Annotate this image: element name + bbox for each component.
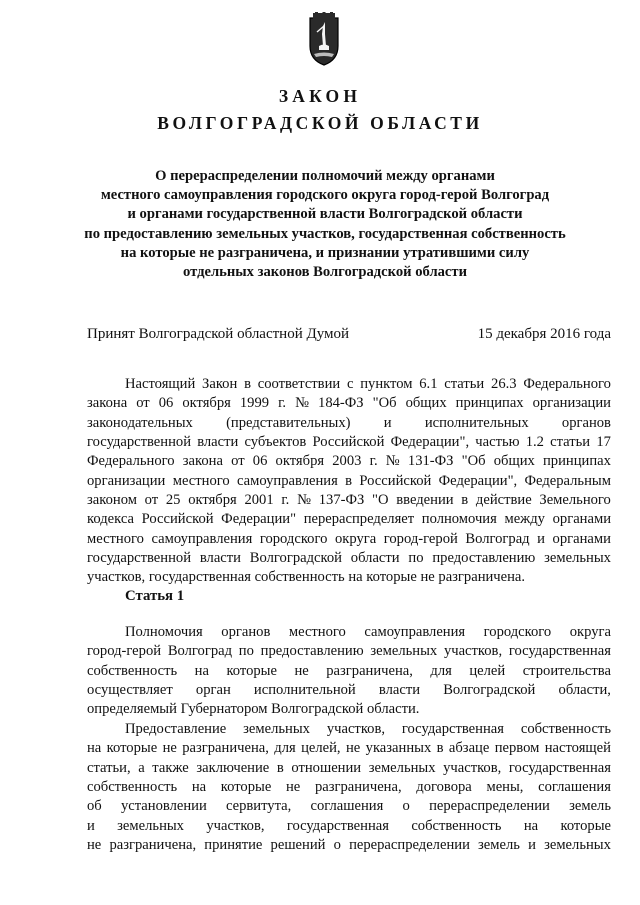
word: закона: [182, 453, 223, 470]
word: мены,: [486, 779, 524, 796]
word: Губернатором: [180, 701, 272, 718]
word: октября: [275, 453, 325, 470]
word: которые: [106, 740, 158, 757]
word: организации: [532, 395, 611, 412]
word: Волгоградской: [271, 701, 367, 718]
word: области,: [558, 682, 611, 699]
word: области.: [366, 701, 420, 718]
word: о: [333, 837, 341, 854]
word: округа: [334, 530, 377, 547]
word: Настоящий: [125, 376, 196, 392]
word: власти: [378, 682, 421, 699]
word: и: [528, 837, 536, 854]
word: собственность: [411, 817, 502, 834]
text-line: [87, 549, 611, 568]
subject-line: по предоставлению земельных участков, государственная собственность: [84, 225, 566, 242]
word: Российской: [141, 511, 214, 528]
word: закона: [87, 395, 128, 412]
word: самоуправления: [364, 624, 466, 640]
word: осуществляет: [87, 682, 173, 699]
text-line: [87, 700, 611, 719]
word: 2001: [244, 492, 274, 509]
word: Федеральным: [524, 472, 611, 489]
word: исполнительных: [424, 414, 529, 431]
word: Предоставление: [125, 721, 227, 737]
word: отношении: [291, 759, 362, 776]
word: Волгоград: [167, 643, 233, 660]
word: разграничена,: [182, 740, 269, 757]
word: "О: [372, 492, 389, 509]
word: Федерации": [221, 511, 297, 528]
word: октября: [182, 395, 231, 412]
word: которые: [220, 779, 272, 796]
word: по: [238, 643, 254, 660]
word: организации: [87, 472, 166, 489]
word: власти: [197, 434, 239, 451]
word: в: [436, 740, 444, 757]
text-line: [87, 510, 611, 529]
word: земель: [478, 837, 520, 854]
word: №: [385, 453, 400, 470]
word: целей,: [301, 740, 341, 757]
word: Полномочия: [125, 624, 203, 640]
word: которые: [366, 569, 421, 586]
word: земельных: [544, 837, 611, 854]
word: заключение: [196, 759, 270, 776]
text-line: [87, 836, 611, 855]
word: Волгоградской: [249, 550, 342, 567]
word: о: [402, 798, 410, 815]
word: от: [231, 453, 245, 470]
word: 137-ФЗ: [318, 492, 365, 509]
word: сервитута,: [225, 798, 292, 815]
word: октября: [188, 492, 237, 509]
word: целей: [469, 662, 506, 679]
word: органами: [552, 530, 611, 547]
word: соответствии: [257, 376, 341, 392]
word: 131-ФЗ: [407, 453, 454, 470]
word: и: [87, 817, 95, 834]
word: и: [537, 530, 545, 547]
word: собственность: [87, 662, 178, 679]
word: 1999: [239, 395, 270, 412]
word: настоящей: [544, 740, 611, 757]
region-title: ВОЛГОГРАДСКОЙ ОБЛАСТИ: [157, 113, 483, 133]
word: государственной: [87, 550, 192, 567]
word: Закон: [202, 376, 238, 392]
text-line: [87, 452, 611, 471]
word: установлении: [120, 798, 207, 815]
word: органов: [221, 624, 271, 640]
word: принятие: [204, 837, 263, 854]
article-1-heading: Статья 1: [125, 588, 185, 604]
word: с: [346, 376, 354, 392]
word: участков,: [326, 721, 385, 737]
word: на: [348, 569, 367, 586]
word: государственная: [508, 643, 611, 660]
word: 25: [165, 492, 181, 509]
adopted-by-text: Принят Волгоградской областной Думой: [87, 326, 350, 342]
word: округа: [569, 624, 611, 640]
word: на: [87, 740, 102, 757]
word: местного: [288, 624, 346, 640]
adoption-info: [87, 326, 611, 343]
word: в: [345, 472, 353, 489]
word: полномочия: [421, 511, 497, 528]
text-line: [87, 472, 611, 491]
word: г.: [278, 395, 287, 412]
word: участков,: [87, 569, 149, 586]
word: частью: [475, 434, 520, 451]
word: решений: [270, 837, 326, 854]
text-line: [87, 491, 611, 510]
word: действие: [475, 492, 532, 509]
word: 26.3: [491, 376, 517, 392]
subject-line: местного самоуправления городского округа город-герой Волгоград: [100, 187, 550, 204]
word: указанных: [365, 740, 432, 757]
text-line: [87, 568, 611, 587]
word: статьи,: [87, 759, 131, 776]
word: введении: [396, 492, 454, 509]
word: законом: [87, 492, 137, 509]
word: собственность: [87, 779, 178, 796]
word: 1.2: [525, 434, 544, 451]
word: субъектов: [244, 434, 307, 451]
word: предоставлению: [432, 550, 536, 567]
word: статьи: [444, 376, 485, 392]
word: а: [138, 759, 145, 776]
word: общих: [405, 395, 447, 412]
word: 2003: [332, 453, 362, 470]
word: Федерального: [523, 376, 611, 392]
word: в: [276, 759, 284, 776]
word: орган: [195, 682, 231, 699]
word: Российской: [312, 434, 385, 451]
word: Федерации",: [438, 472, 518, 489]
law-type-title: ЗАКОН: [278, 86, 362, 106]
word: местного: [172, 472, 230, 489]
word: не: [285, 779, 301, 796]
word: г.: [281, 492, 290, 509]
word: разграничена,: [314, 779, 402, 796]
word: перераспределении: [349, 837, 470, 854]
word: пунктом: [360, 376, 413, 392]
subject-line: и органами государственной власти Волгоградской области: [127, 206, 523, 223]
word: городского: [483, 624, 552, 640]
word: собственность: [520, 721, 611, 737]
subject-line: отдельных законов Волгоградской области: [183, 264, 467, 281]
word: земельных: [243, 721, 310, 737]
word: от: [136, 395, 150, 412]
word: участков,: [206, 817, 265, 834]
word: 184-ФЗ: [318, 395, 364, 412]
word: не: [345, 740, 361, 757]
law-subject-heading: [60, 167, 590, 282]
word: Российской: [359, 472, 432, 489]
text-line: [87, 681, 611, 700]
word: городского: [259, 530, 328, 547]
word: принципах: [455, 395, 524, 412]
word: г.: [369, 453, 378, 470]
word: для: [274, 740, 296, 757]
word: между: [504, 511, 545, 528]
word: на: [523, 817, 539, 834]
word: №: [295, 395, 310, 412]
article-1-paragraph-1: [87, 623, 611, 720]
word: земельных: [368, 759, 436, 776]
word: разграничена,: [326, 662, 413, 679]
word: №: [297, 492, 311, 509]
word: по: [408, 550, 424, 567]
word: самоуправления: [237, 472, 338, 489]
word: перераспределяет: [303, 511, 415, 528]
word: исполнительной: [253, 682, 356, 699]
word: не: [87, 837, 102, 854]
word: земельных: [544, 550, 611, 567]
word: собственность: [254, 569, 349, 586]
word: государственная: [508, 759, 611, 776]
word: земель: [569, 798, 611, 815]
word: которые: [560, 817, 611, 834]
word: разграничена,: [109, 837, 197, 854]
word: принципах: [543, 453, 611, 470]
word: местного: [87, 530, 144, 547]
word: государственной: [87, 434, 192, 451]
word: "Об: [372, 395, 397, 412]
word: в: [461, 492, 469, 509]
word: государственная: [401, 721, 504, 737]
word: земельных: [370, 643, 438, 660]
word: не: [162, 740, 177, 757]
word: "Об: [461, 453, 486, 470]
text-line: [87, 414, 611, 433]
word: государственная: [148, 569, 255, 586]
text-line: [87, 778, 611, 797]
word: земельных: [117, 817, 184, 834]
word: власти: [199, 550, 241, 567]
adoption-date: 15 декабря 2016 года: [477, 326, 611, 342]
word: разграничена.: [438, 569, 526, 586]
word: самоуправления: [151, 530, 253, 547]
word: области: [350, 550, 400, 567]
text-line: [87, 759, 611, 778]
volgograd-coat-of-arms-icon: [304, 12, 344, 68]
word: строительства: [522, 662, 611, 679]
word: предоставлению: [260, 643, 364, 660]
word: законодательных: [87, 414, 193, 431]
word: не: [420, 569, 439, 586]
word: кодекса: [87, 511, 134, 528]
word: органами: [552, 511, 611, 528]
word: (представительных): [226, 414, 351, 431]
text-line: [87, 720, 611, 739]
word: Федерального: [87, 453, 175, 470]
word: на: [194, 662, 209, 679]
word: соглашения: [538, 779, 611, 796]
word: общих: [493, 453, 535, 470]
word: статьи: [550, 434, 591, 451]
word: и: [383, 414, 392, 431]
word: перераспределении: [429, 798, 550, 815]
word: участков,: [443, 759, 502, 776]
word: определяемый: [87, 701, 181, 718]
word: не: [294, 662, 309, 679]
word: которые: [226, 662, 277, 679]
word: абзаце: [448, 740, 490, 757]
word: государственная: [286, 817, 389, 834]
word: в: [244, 376, 251, 392]
text-line: [87, 530, 611, 549]
word: 06: [158, 395, 174, 412]
word: договора: [416, 779, 472, 796]
subject-line: на которые не разграничена, и признании утратившими силу: [120, 244, 530, 261]
word: 17: [596, 434, 611, 451]
text-line: [87, 662, 611, 681]
word: 6.1: [419, 376, 438, 392]
word: органов: [561, 414, 611, 431]
word: на: [191, 779, 207, 796]
word: об: [87, 798, 102, 815]
text-line: [87, 642, 611, 661]
text-line: [87, 433, 611, 452]
word: Федерации",: [390, 434, 470, 451]
word: также: [152, 759, 189, 776]
text-line: [87, 394, 611, 413]
word: 06: [252, 453, 268, 470]
subject-line: О перераспределении полномочий между органами: [155, 168, 495, 184]
word: соглашения: [310, 798, 384, 815]
word: от: [144, 492, 159, 509]
text-line: [87, 623, 611, 642]
preamble-paragraph: [87, 375, 611, 588]
text-line: [87, 739, 611, 758]
word: город-герой: [87, 643, 162, 660]
word: первом: [494, 740, 540, 757]
word: Земельного: [539, 492, 611, 509]
word: участков,: [443, 643, 503, 660]
word: Волгоградской: [443, 682, 536, 699]
text-line: [87, 797, 611, 816]
word: город-герой: [383, 530, 458, 547]
text-line: [87, 375, 611, 394]
article-1-paragraph-2: [87, 720, 611, 855]
word: Волгоград: [465, 530, 530, 547]
text-line: [87, 817, 611, 836]
word: для: [430, 662, 452, 679]
